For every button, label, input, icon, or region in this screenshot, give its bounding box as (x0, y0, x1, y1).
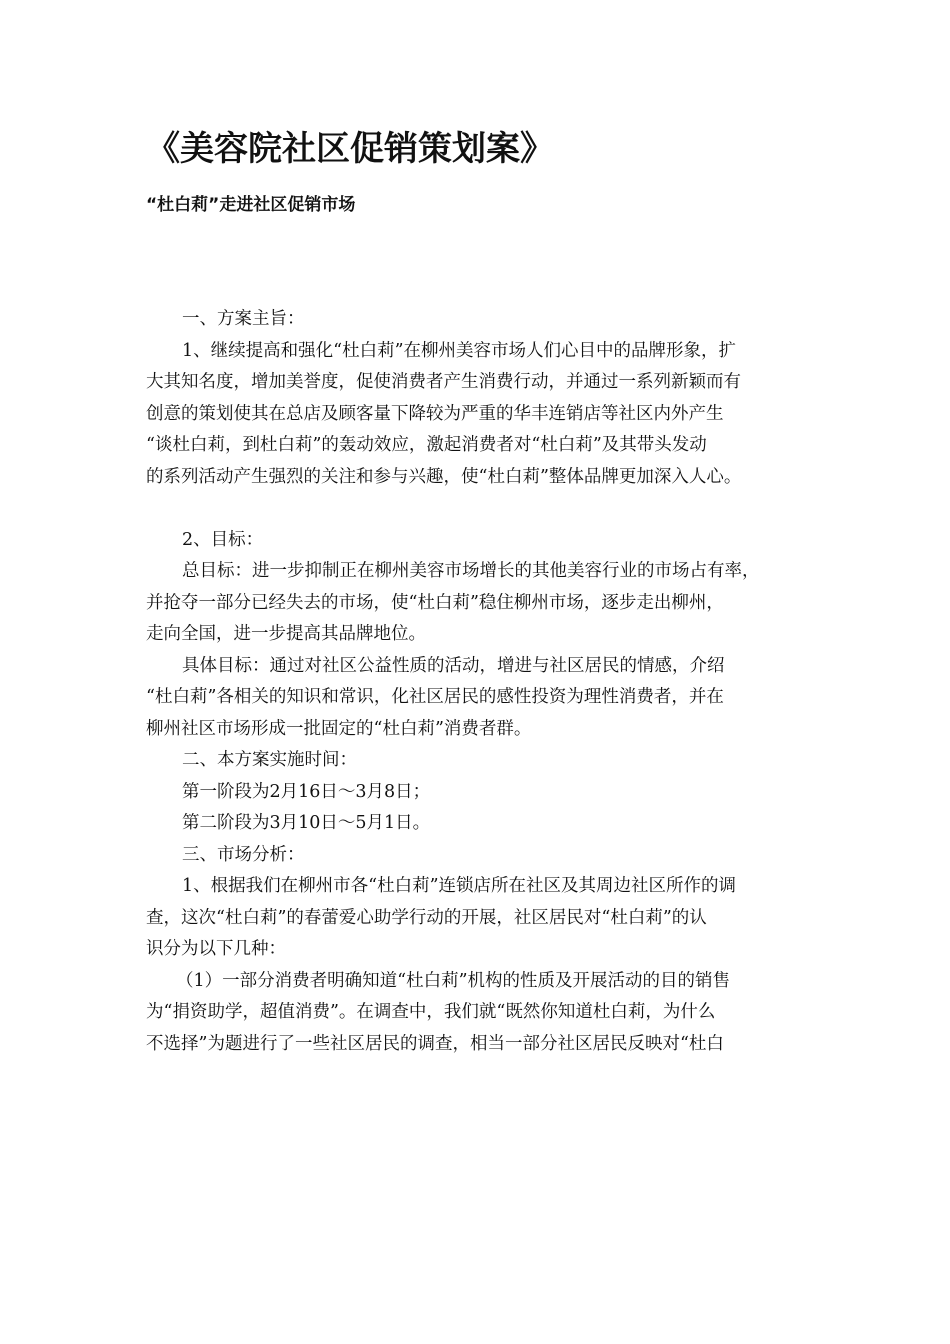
paragraph-line: 1、继续提高和强化“杜白莉”在柳州美容市场人们心目中的品牌形象，扩 (182, 340, 737, 361)
paragraph-line: 不选择”为题进行了一些社区居民的调查，相当一部分社区居民反映对“杜白 (146, 1033, 724, 1054)
paragraph-line: 为“捐资助学，超值消费”。在调查中，我们就“既然你知道杜白莉，为什么 (146, 1002, 716, 1022)
paragraph-line: 的系列活动产生强烈的关注和参与兴趣，使“杜白莉”整体品牌更加深入人心。 (146, 466, 742, 487)
paragraph-gap (146, 493, 810, 525)
paragraph-line: 识分为以下几种： (146, 939, 286, 959)
section-heading: 2、目标： (182, 529, 264, 550)
paragraph-line: 创意的策划使其在总店及顾客量下降较为严重的华丰连销店等社区内外产生 (146, 403, 724, 424)
paragraph-line: 1、根据我们在柳州市各“杜白莉”连锁店所在社区及其周边社区所作的调 (182, 876, 737, 896)
paragraph-line: 柳州社区市场形成一批固定的“杜白莉”消费者群。 (146, 718, 532, 739)
paragraph-line: 并抢夺一部分已经失去的市场，使“杜白莉”稳住柳州市场，逐步走出柳州， (146, 592, 724, 613)
document-body (146, 304, 810, 1060)
paragraph-line: “杜白莉”各相关的知识和常识，化社区居民的感性投资为理性消费者，并在 (146, 687, 724, 707)
section-heading: 二、本方案实施时间： (182, 750, 357, 770)
section-heading: 三、市场分析： (182, 844, 305, 865)
paragraph-line: “谈杜白莉，到杜白莉”的轰动效应，激起消费者对“杜白莉”及其带头发动 (146, 435, 707, 455)
document-subtitle: “杜白莉”走进社区促销市场 (146, 195, 356, 215)
document-title: 《美容院社区促销策划案》 (146, 129, 554, 169)
paragraph-line: 具体目标：通过对社区公益性质的活动，增进与社区居民的情感，介绍 (182, 655, 725, 676)
paragraph-line: （1）一部分消费者明确知道“杜白莉”机构的性质及开展活动的目的销售 (176, 970, 731, 991)
paragraph-line: 第二阶段为3月10日～5月1日。 (182, 813, 431, 833)
paragraph-line: 大其知名度，增加美誉度，促使消费者产生消费行动，并通过一系列新颖而有 (146, 372, 741, 392)
paragraph-line: 第一阶段为2月16日～3月8日； (182, 781, 431, 802)
section-heading: 一、方案主旨： (182, 309, 305, 329)
paragraph-line: 走向全国，进一步提高其品牌地位。 (146, 624, 426, 644)
paragraph-line: 查，这次“杜白莉”的春蕾爱心助学行动的开展，社区居民对“杜白莉”的认 (146, 907, 707, 928)
paragraph-line: 总目标：进一步抑制正在柳州美容市场增长的其他美容行业的市场占有率， (182, 561, 760, 581)
